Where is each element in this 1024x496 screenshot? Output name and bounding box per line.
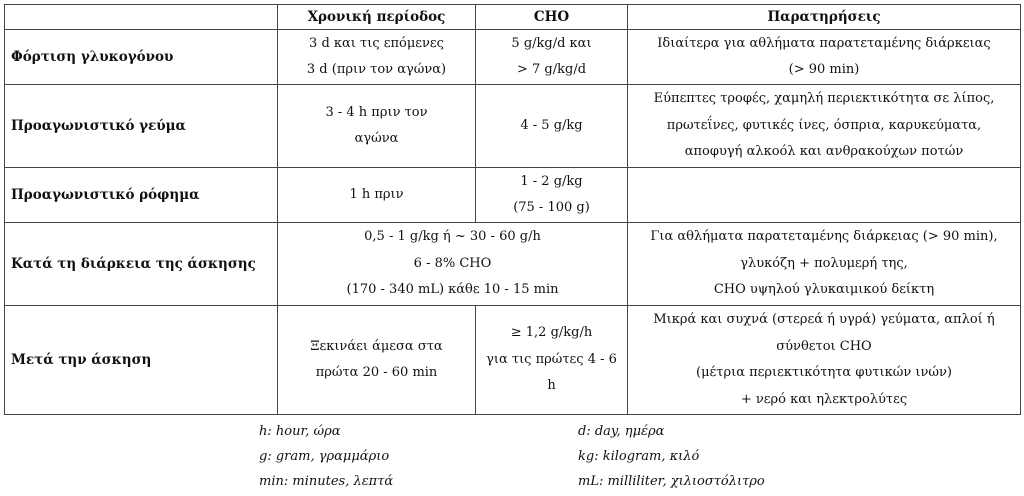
legend-item: min: minutes, λεπτά [259, 474, 394, 489]
legend-item: h: hour, ώρα [259, 424, 341, 439]
cho-cell [476, 30, 628, 85]
cell-line: 6 - 8% CHO [413, 255, 492, 271]
notes-cell [628, 223, 1021, 306]
cell-line: (75 - 100 g) [513, 200, 590, 215]
legend-column-left [259, 420, 393, 495]
period-cell [278, 85, 476, 168]
table-row [5, 306, 1021, 415]
cell-line: σύνθετοι CHO [776, 338, 872, 354]
header-period: Χρονική περίοδος [278, 5, 476, 30]
table-row [5, 30, 1021, 85]
nutrition-table [4, 4, 1021, 415]
cell-line: αποφυγή αλκοόλ και ανθρακούχων ποτών [684, 144, 964, 160]
cell-line: 1 h πριν [349, 186, 404, 202]
header-row [5, 5, 1021, 30]
row-label: Κατά τη διάρκεια της άσκησης [5, 223, 278, 306]
header-cho: CHO [476, 5, 628, 30]
cho-cell [476, 85, 628, 168]
cell-line: (μέτρια περιεκτικότητα φυτικών ινών) [696, 365, 952, 380]
cell-line: 3 d (πριν τον αγώνα) [306, 62, 447, 77]
cell-line: (170 - 340 mL) κάθε 10 - 15 min [346, 282, 559, 298]
period-cell [278, 168, 476, 223]
notes-cell [628, 306, 1021, 415]
table-row [5, 168, 1021, 223]
cell-line: 3 d και τις επόμενες [309, 35, 444, 51]
cell-line: 3 - 4 h πριν τον [325, 104, 428, 120]
cell-line: Για αθλήματα παρατεταμένης διάρκειας (> 90 min), [650, 229, 998, 245]
cell-line: (> 90 min) [788, 62, 860, 77]
legend-item: kg: kilogram, κιλό [578, 449, 700, 464]
cell-line: ≥ 1,2 g/kg/h [510, 325, 593, 341]
row-label: Μετά την άσκηση [5, 306, 278, 415]
table-row [5, 85, 1021, 168]
cell-line: CHO υψηλού γλυκαιμικού δείκτη [713, 282, 935, 298]
table-row [5, 223, 1021, 306]
cell-line: 1 - 2 g/kg [520, 173, 583, 189]
cell-line: πρώτα 20 - 60 min [315, 365, 438, 380]
cell-line: αγώνα [354, 131, 399, 146]
legend-item: mL: milliliter, χιλιοστόλιτρο [578, 474, 765, 489]
row-label: Προαγωνιστικό γεύμα [5, 85, 278, 168]
merged-period-cho-cell [278, 223, 628, 306]
cho-cell [476, 168, 628, 223]
notes-cell [628, 168, 1021, 223]
notes-cell [628, 85, 1021, 168]
cell-line: > 7 g/kg/d [516, 62, 587, 77]
row-label: Φόρτιση γλυκογόνου [5, 30, 278, 85]
cell-line: 4 - 5 g/kg [520, 117, 583, 133]
legend-column-right [578, 420, 765, 495]
cho-cell [476, 306, 628, 415]
cell-line: Ξεκινάει άμεσα στα [310, 338, 443, 354]
cell-line: Εύπεπτες τροφές, χαμηλή περιεκτικότητα σε λίπος, [653, 91, 995, 107]
row-label: Προαγωνιστικό ρόφημα [5, 168, 278, 223]
cell-line: Μικρά και συχνά (στερεά ή υγρά) γεύματα, απλοί ή [653, 312, 995, 327]
period-cell [278, 30, 476, 85]
cell-line: Ιδιαίτερα για αθλήματα παρατεταμένης διάρκειας [657, 35, 991, 51]
legend-item: d: day, ημέρα [578, 424, 665, 439]
cell-line: + νερό και ηλεκτρολύτες [740, 391, 908, 407]
cell-line: γλυκόζη + πολυμερή της, [740, 255, 908, 271]
cell-line: πρωτεΐνες, φυτικές ίνες, όσπρια, καρυκεύματα, [666, 117, 982, 133]
legend-item: g: gram, γραμμάριο [259, 449, 390, 464]
cell-line: για τις πρώτες 4 - 6 h [486, 351, 617, 394]
header-notes: Παρατηρήσεις [628, 5, 1021, 30]
header-empty [5, 5, 278, 30]
notes-cell [628, 30, 1021, 85]
period-cell [278, 306, 476, 415]
cell-line: 5 g/kg/d και [511, 35, 592, 51]
cell-line: 0,5 - 1 g/kg ή ~ 30 - 60 g/h [364, 229, 541, 245]
